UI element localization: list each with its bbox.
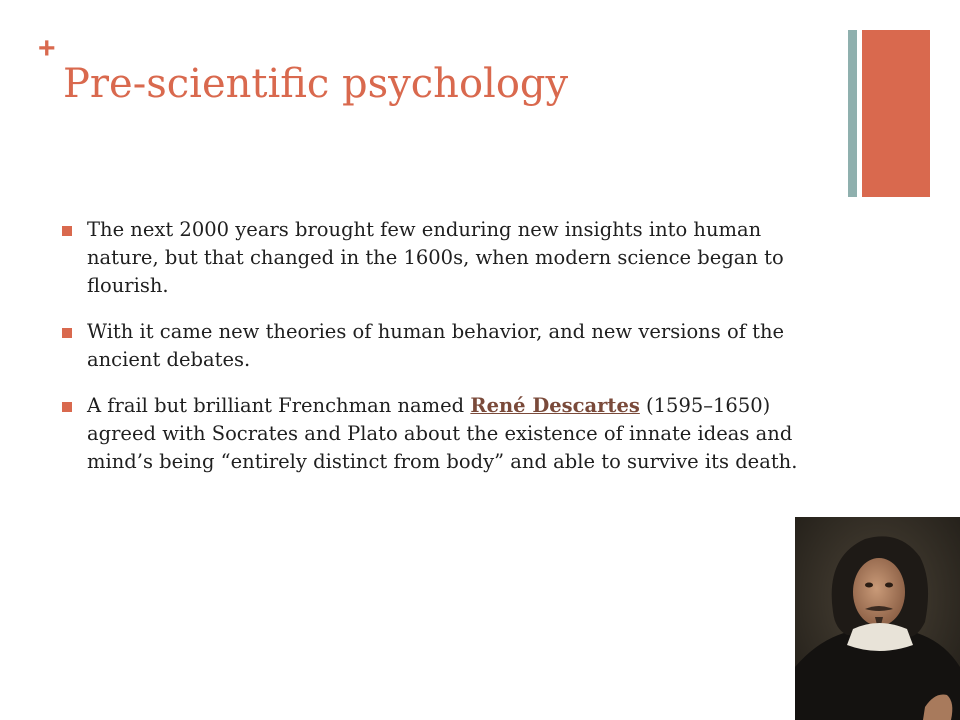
descartes-portrait-image bbox=[795, 517, 960, 720]
bullet-square-icon bbox=[62, 328, 72, 338]
bullet-text-after-link: (1595–1650) agreed with Socrates and Plato about the existence of innate ideas and mind’s being “entirely distinct from body” and able to survive its death. bbox=[87, 394, 798, 473]
bullet-text: With it came new theories of human behavior, and new versions of the ancient debates. bbox=[87, 320, 785, 371]
bullet-square-icon bbox=[62, 402, 72, 412]
bullet-item bbox=[62, 318, 832, 374]
bullet-square-icon bbox=[62, 226, 72, 236]
bullet-text-before-link: A frail but brilliant Frenchman named bbox=[87, 394, 471, 417]
bullet-text: The next 2000 years brought few enduring new insights into human nature, but that changed in the 1600s, when modern science began to flourish. bbox=[87, 218, 784, 297]
slide-title: Pre-scientific psychology bbox=[63, 61, 569, 107]
decorative-bar-teal bbox=[848, 30, 857, 197]
decorative-bar-red bbox=[862, 30, 930, 197]
descartes-portrait-icon bbox=[795, 517, 960, 720]
descartes-link[interactable]: René Descartes bbox=[470, 394, 640, 417]
bullet-list bbox=[62, 216, 832, 494]
bullet-item bbox=[62, 392, 832, 476]
plus-mark: + bbox=[38, 32, 56, 65]
bullet-item bbox=[62, 216, 832, 300]
